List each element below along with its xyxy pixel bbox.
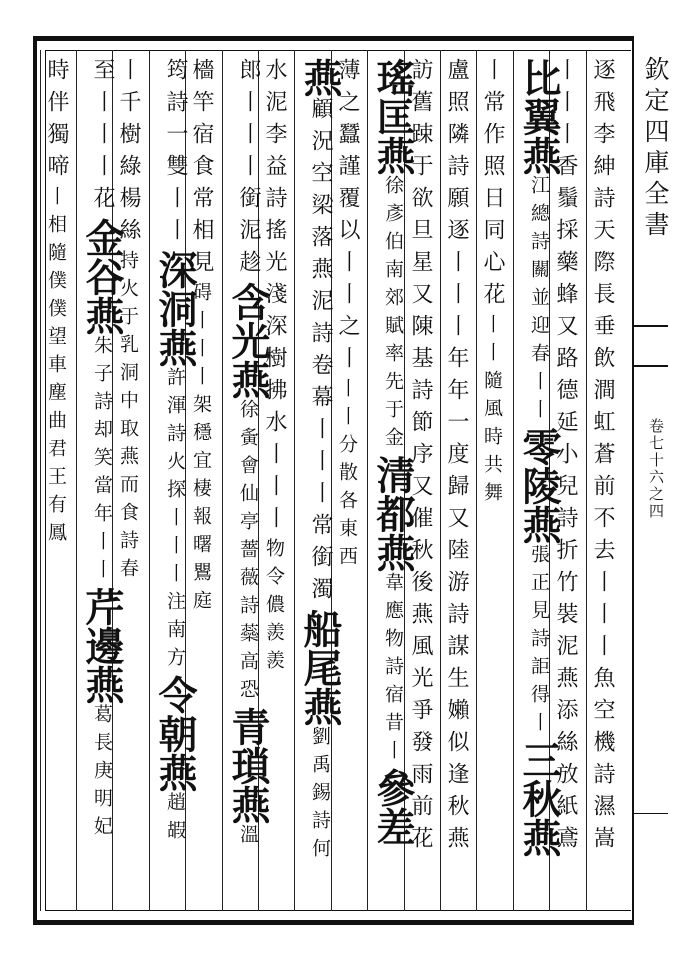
text-column: [297, 58, 343, 908]
annotation-text: 張正見詩詎得丨: [528, 544, 550, 740]
entry-heading: 燕: [297, 58, 343, 97]
entry-heading: 令朝燕: [152, 675, 198, 792]
column-rule: [294, 50, 295, 911]
annotation-text: 溫: [237, 824, 259, 852]
text-column: [589, 58, 621, 908]
entry-heading: 金谷燕: [79, 218, 125, 335]
body-text: 水泥李益詩搖光淺深樹拂水丨丨丨: [262, 58, 287, 538]
text-column: [225, 58, 271, 908]
annotation-text: 趙嘏: [164, 792, 186, 848]
text-column: [79, 58, 125, 908]
annotation-text: 葛長庚明妃: [91, 704, 113, 844]
column-rule: [149, 50, 150, 911]
body-text: 至丨丨丨花: [90, 58, 115, 218]
entry-heading: 三秋燕: [516, 740, 562, 857]
annotation-text: 碍丨丨丨架穩宜棲報曙鸎: [190, 282, 212, 590]
column-text: [79, 58, 125, 844]
body-text: 薄之蠶謹覆以丨丨之丨: [335, 58, 360, 378]
entry-heading: 芹邊燕: [79, 587, 125, 704]
book-title: 欽定四庫全書: [641, 56, 670, 242]
column-text: [443, 58, 469, 858]
body-text: 丨常作照日同心花: [480, 58, 505, 314]
annotation-text: 朱子詩却笑當年丨丨: [91, 335, 113, 587]
entry-heading: 清都燕: [370, 455, 416, 572]
lower-fish-tail-mark: [632, 813, 668, 820]
column-text: [370, 58, 416, 846]
text-column: [43, 58, 75, 908]
annotation-text: 物令儂羨羨: [263, 538, 285, 678]
text-column: [479, 58, 511, 908]
annotation-text: 庭: [190, 590, 212, 618]
annotation-text: 持火于乳洞中取燕而食: [117, 250, 139, 530]
column-text: [43, 58, 69, 550]
column-text: [516, 58, 562, 857]
column-rule: [222, 50, 223, 911]
annotation-text: 詩春: [117, 530, 139, 586]
body-text: 盧照隣詩願逐丨丨丨年年一度歸又陸游詩謀生嬾似逢秋燕: [444, 58, 469, 858]
annotation-text: 徐彥伯南郊賦率先于金: [382, 175, 404, 455]
body-text: 筠詩一雙丨丨: [163, 58, 188, 250]
entry-heading: 船尾燕: [297, 609, 343, 726]
text-column: [152, 58, 198, 908]
annotation-text: 江總詩關並迎春丨丨: [528, 175, 550, 427]
body-text: 時伴獨啼: [44, 58, 69, 186]
annotation-text: 許渾詩火探丨丨丨注南方: [164, 367, 186, 675]
body-text: 丨丨丨香鬚採藥蜂又路德延小兒詩折竹裝泥燕添絲放紙鳶: [553, 58, 578, 858]
column-text: [589, 58, 615, 858]
column-rule: [586, 50, 587, 911]
column-rule: [440, 50, 441, 911]
entry-heading: 含光燕: [225, 282, 271, 399]
column-text: [297, 58, 343, 866]
annotation-text: 丨丨隨風時共舞: [481, 314, 503, 510]
entry-heading: 青瑣燕: [225, 707, 271, 824]
text-column: [516, 58, 562, 908]
entry-heading: 深洞燕: [152, 250, 198, 367]
column-text: [479, 58, 505, 510]
body-text: 逐飛李紳詩天際長垂飲澗虹蒼前不去丨丨丨魚空機詩濕嵩: [590, 58, 615, 858]
text-column: [370, 58, 416, 908]
column-text: [152, 58, 198, 848]
annotation-text: 劉禹錫詩何: [309, 726, 331, 866]
column-rule: [513, 50, 514, 911]
body-text: 丨千樹綠楊絲: [116, 58, 141, 250]
body-text: 郎丨丨丨銜泥趁: [236, 58, 261, 282]
entry-heading: 零陵燕: [516, 427, 562, 544]
annotation-text: 丨相隨僕僕望車塵: [45, 186, 67, 410]
body-text: 顧況空梁落燕泥詩卷幕丨丨丨常銜濁: [308, 97, 333, 609]
volume-label: 卷七十六之四: [647, 418, 665, 520]
fore-edge-line: [632, 36, 634, 925]
text-column: [443, 58, 475, 908]
body-text: 檣竿宿食常相見: [189, 58, 214, 282]
annotation-text: 徐夤會仙亭薔薇詩蘂高恐: [237, 399, 259, 707]
annotation-text: 韋應物詩宿昔丨: [382, 572, 404, 768]
annotation-text: 曲君王有鳳: [45, 410, 67, 550]
annotation-text: 丨丨分散各東西: [336, 378, 358, 574]
column-rule: [40, 50, 41, 911]
entry-heading: 比翼燕: [516, 58, 562, 175]
column-rule: [76, 50, 77, 911]
body-text: 訪舊踈于欲旦星又陳基詩節序又催秋後燕風光爭發雨前花: [408, 58, 433, 858]
entry-heading: 瑤匡燕: [370, 58, 416, 175]
fish-tail-mark: [632, 325, 668, 367]
column-rule: [476, 50, 477, 911]
entry-heading: 參差: [370, 768, 416, 846]
column-rule: [367, 50, 368, 911]
column-text: [225, 58, 271, 852]
